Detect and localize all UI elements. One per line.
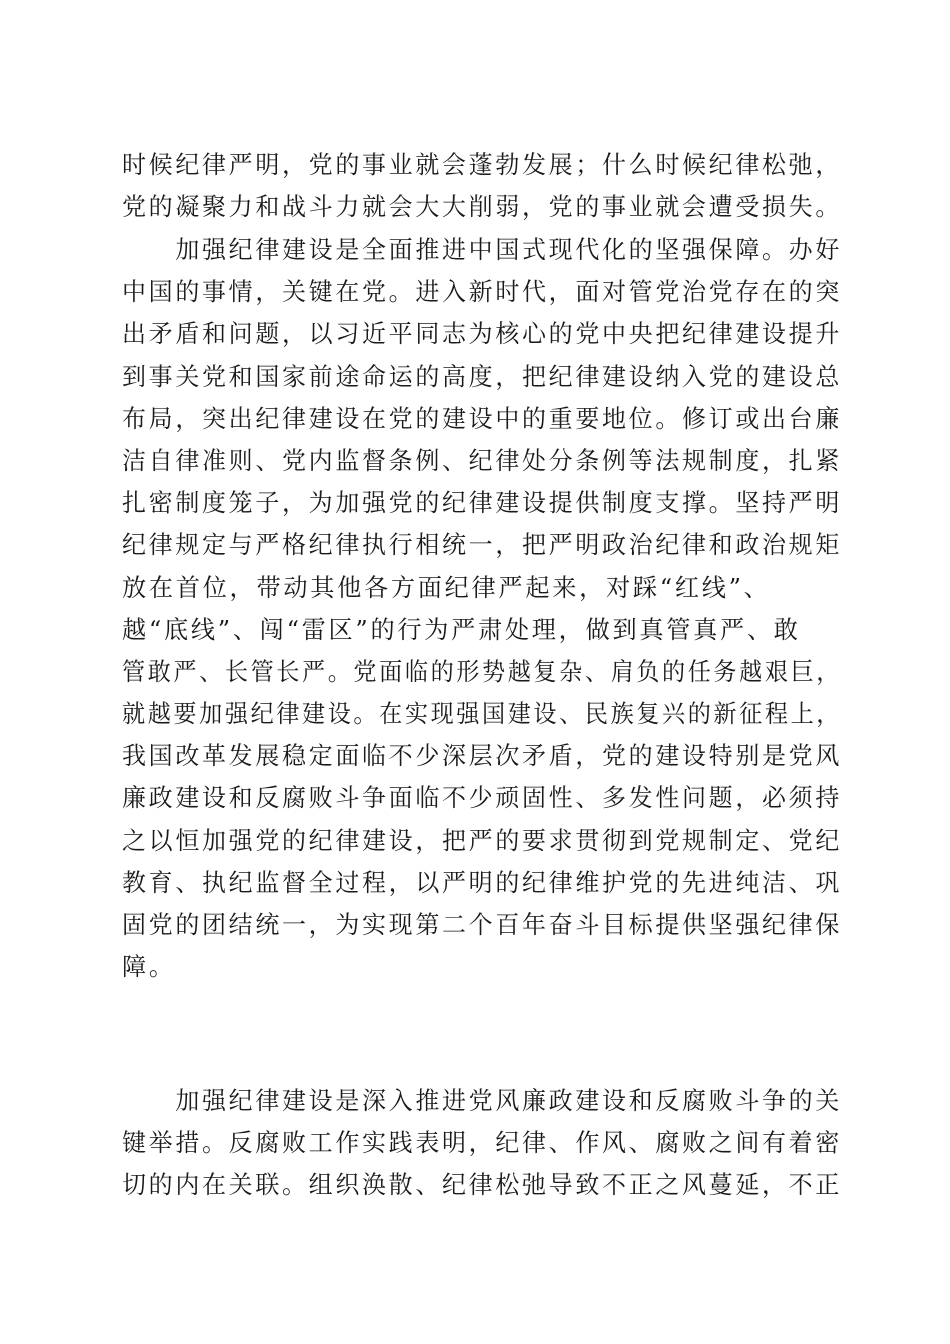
text-line: 障。 xyxy=(122,953,176,982)
text-line: 键举措。反腐败工作实践表明，纪律、作风、腐败之间有着密 xyxy=(122,1129,842,1158)
text-line: 教育、执纪监督全过程，以严明的纪律维护党的先进纯洁、巩 xyxy=(122,868,842,897)
text-line: 越“底线”、闯“雷区”的行为严肃处理，做到真管真严、敢 xyxy=(122,615,801,644)
paragraph-1 xyxy=(122,144,842,228)
text-line: 党的凝聚力和战斗力就会大大削弱，党的事业就会遭受损失。 xyxy=(122,193,842,222)
paragraph-2 xyxy=(122,229,842,1031)
paragraph-3 xyxy=(122,1080,842,1207)
text-line: 加强纪律建设是全面推进中国式现代化的坚强保障。办好 xyxy=(122,236,842,264)
text-line: 廉政建设和反腐败斗争面临不少顽固性、多发性问题，必须持 xyxy=(122,784,842,813)
text-line: 纪律规定与严格纪律执行相统一，把严明政治纪律和政治规矩 xyxy=(122,531,842,560)
text-line: 出矛盾和问题，以习近平同志为核心的党中央把纪律建设提升 xyxy=(122,320,842,349)
text-line: 洁自律准则、党内监督条例、纪律处分条例等法规制度，扎紧 xyxy=(122,446,842,475)
text-line: 加强纪律建设是深入推进党风廉政建设和反腐败斗争的关 xyxy=(122,1087,842,1115)
text-line: 就越要加强纪律建设。在实现强国建设、民族复兴的新征程上， xyxy=(122,700,842,729)
text-line: 布局，突出纪律建设在党的建设中的重要地位。修订或出台廉 xyxy=(122,404,842,433)
text-line: 我国改革发展稳定面临不少深层次矛盾，党的建设特别是党风 xyxy=(122,742,842,771)
text-line: 中国的事情，关键在党。进入新时代，面对管党治党存在的突 xyxy=(122,278,842,307)
text-line: 切的内在关联。组织涣散、纪律松弛导致不正之风蔓延，不正 xyxy=(122,1171,842,1200)
text-line: 固党的团结统一，为实现第二个百年奋斗目标提供坚强纪律保 xyxy=(122,911,842,939)
text-line: 放在首位，带动其他各方面纪律严起来，对踩“红线”、 xyxy=(122,573,771,602)
text-line: 到事关党和国家前途命运的高度，把纪律建设纳入党的建设总 xyxy=(122,362,842,391)
text-line: 扎密制度笼子，为加强党的纪律建设提供制度支撑。坚持严明 xyxy=(122,489,842,518)
text-line: 管敢严、长管长严。党面临的形势越复杂、肩负的任务越艰巨， xyxy=(122,657,842,686)
text-line: 时候纪律严明，党的事业就会蓬勃发展；什么时候纪律松弛， xyxy=(122,151,842,179)
text-line xyxy=(122,988,842,1030)
text-line: 之以恒加强党的纪律建设，把严的要求贯彻到党规制定、党纪 xyxy=(122,826,842,855)
